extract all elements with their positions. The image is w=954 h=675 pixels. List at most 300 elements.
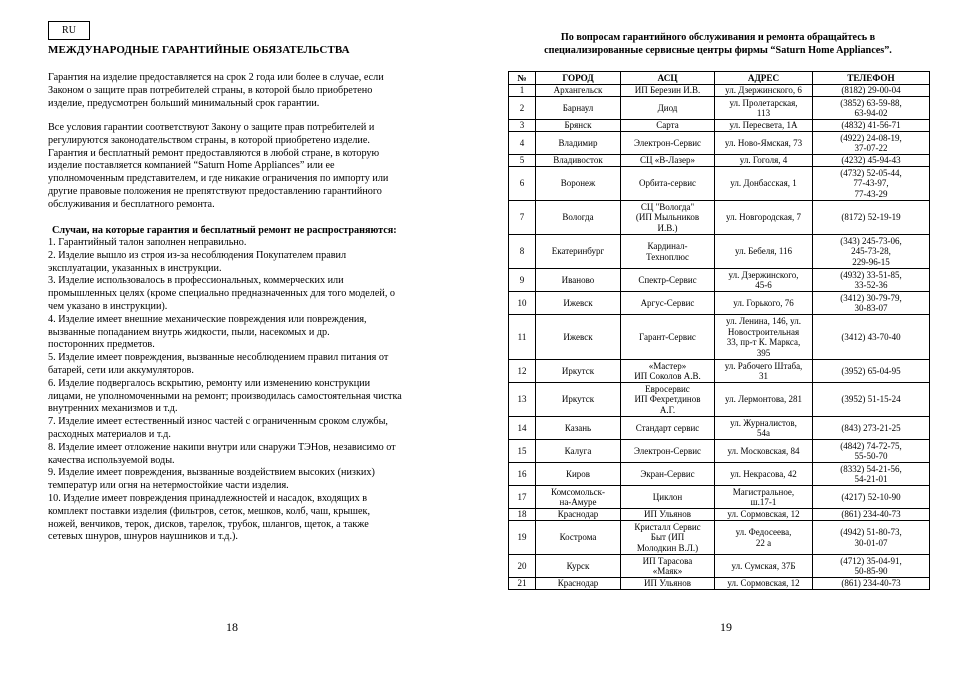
- cell-line: 30-83-07: [854, 303, 888, 313]
- address-cell: [715, 97, 813, 120]
- phone-cell: [813, 417, 930, 440]
- table-row: [509, 417, 930, 440]
- phone-cell: [813, 201, 930, 235]
- phone-cell: [813, 440, 930, 463]
- cell-line: 13: [517, 394, 527, 405]
- phone-cell: [813, 132, 930, 155]
- exclusion-item: [48, 416, 440, 442]
- page-number-right: 19: [720, 620, 732, 634]
- row-number-cell: [509, 120, 536, 132]
- cell-line: 14: [517, 422, 527, 433]
- phone-cell: [813, 120, 930, 132]
- phone-cell: [813, 167, 930, 201]
- header-line-2: специализированные сервисные центры фирмы “Saturn Home Appliances”.: [544, 45, 892, 56]
- cell-line: 395: [756, 347, 771, 358]
- cell-line: ИП Ульянов: [644, 578, 691, 589]
- cell-line: ул. Пересвета, 1А: [729, 120, 798, 131]
- paragraph-line: уполномоченным представителем, и где никакие ограничения по импорту или: [48, 173, 389, 185]
- cell-line: Аргус-Сервис: [640, 297, 695, 308]
- cell-line: ул. Московская, 84: [727, 445, 800, 456]
- phone-cell: [813, 521, 930, 555]
- table-row: [509, 578, 930, 590]
- table-row: [509, 235, 930, 269]
- exclusion-item-line: 10. Изделие имеет повреждения принадлежностей и насадок, входящих в: [48, 493, 368, 504]
- row-number-cell: [509, 360, 536, 383]
- cell-line: (861) 234-40-73: [841, 509, 901, 520]
- cell-line: Комсомольск-: [551, 486, 605, 497]
- exclusion-item-line: температур или огня на нетермостойкие части изделия.: [48, 480, 289, 492]
- cell-line: Техноплюс: [646, 251, 689, 262]
- exclusion-item: [48, 493, 440, 544]
- cell-line: Сарта: [656, 120, 679, 131]
- exclusion-item-line: качества используемой воды.: [48, 454, 175, 466]
- cell-line: (3952) 65-04-95: [841, 365, 901, 376]
- page-number-left: 18: [226, 620, 238, 634]
- paragraph-gap: [48, 111, 440, 122]
- phone-cell: [813, 555, 930, 578]
- phone-cell: [813, 85, 930, 97]
- table-row: [509, 97, 930, 120]
- cell-line: Вологда: [562, 212, 594, 223]
- address-cell: [715, 155, 813, 167]
- exclusion-item-line: сетевых шнуров, шнуров наушников и т.д.).: [48, 531, 238, 543]
- cell-line: 50-85-90: [854, 566, 888, 576]
- exclusion-item-line: 7. Изделие имеет естественный износ частей с ограниченным сроком службы,: [48, 416, 388, 428]
- address-cell: [715, 578, 813, 590]
- cell-line: СЦ «В-Лазер»: [640, 155, 695, 166]
- cell-line: (4942) 51-80-73,: [840, 527, 902, 537]
- paragraph-line: обслуживания и бесплатного ремонта.: [48, 199, 215, 211]
- cell-line: 6: [519, 178, 525, 189]
- cell-line: Иркутск: [561, 365, 595, 376]
- cell-line: Евросервис: [645, 383, 690, 394]
- exclusion-item-line: 6. Изделие подвергалось вскрытию, ремонту или изменению конструкции: [48, 377, 371, 389]
- exclusion-item-line: комплект поставки изделия (фильтров, сеток, мешков, колб, чаш, крышек,: [48, 505, 370, 517]
- paragraph-line: Гарантия и бесплатный ремонт предоставляются в любой стране, в которую: [48, 147, 380, 159]
- cell-line: 7: [519, 212, 525, 223]
- paragraph-line: изделие поставляется компанией “Saturn Home Appliances” или ее: [48, 160, 335, 172]
- exclusion-item-line: чем указано в инструкции).: [48, 301, 168, 313]
- cell-line: Барнаул: [562, 102, 594, 113]
- cell-line: ул. Пролетарская,: [729, 97, 798, 108]
- cell-line: ул. Донбасская, 1: [730, 178, 797, 189]
- exclusion-item-line: эксплуатации, указанных в инструкции.: [48, 262, 222, 274]
- address-cell: [715, 120, 813, 132]
- row-number-cell: [509, 509, 536, 521]
- cell-line: 37-07-22: [854, 143, 888, 153]
- cell-line: ул. Бебеля, 116: [734, 246, 792, 257]
- cell-line: Молодкин В.Л.): [636, 542, 699, 553]
- column-header-number: №: [509, 72, 536, 85]
- cell-line: ул. Ленина, 146, ул.: [726, 316, 801, 326]
- cell-line: ул. Дзержинского, 6: [725, 85, 802, 96]
- phone-cell: [813, 509, 930, 521]
- cell-line: Электрон-Сервис: [633, 137, 702, 148]
- table-row: [509, 521, 930, 555]
- asc-cell: [621, 463, 715, 486]
- cell-line: 31: [759, 371, 768, 381]
- cell-line: (4932) 33-51-85,: [840, 269, 902, 280]
- cell-line: 113: [756, 108, 771, 118]
- paragraph-line: Гарантия на изделие предоставляется на срок 2 года или более в случае, если: [48, 72, 384, 83]
- asc-cell: [621, 509, 715, 521]
- cell-line: ИП Березин И.В.: [634, 85, 701, 96]
- asc-cell: [621, 383, 715, 417]
- cell-line: (4922) 24-08-19,: [840, 132, 902, 143]
- city-cell: [536, 521, 621, 555]
- table-row: [509, 132, 930, 155]
- cell-line: А.Г.: [659, 404, 676, 415]
- asc-cell: [621, 97, 715, 120]
- cell-line: (4732) 52-05-44,: [840, 167, 902, 178]
- cell-line: 55-50-70: [854, 451, 888, 461]
- exclusion-item-line: 3. Изделие использовалось в профессиональных, коммерческих или: [48, 275, 344, 287]
- cell-line: ул. Федосеева,: [735, 527, 792, 537]
- left-page: [48, 44, 440, 544]
- cell-line: «Маяк»: [652, 566, 683, 576]
- city-cell: [536, 417, 621, 440]
- asc-cell: [621, 155, 715, 167]
- phone-cell: [813, 486, 930, 509]
- cell-line: 15: [517, 445, 527, 456]
- cell-line: Краснодар: [557, 509, 599, 520]
- column-header-address: АДРЕС: [715, 72, 813, 85]
- phone-cell: [813, 269, 930, 292]
- exclusion-item-line: 8. Изделие имеет отложение накипи внутри или снаружи ТЭНов, независимо от: [48, 441, 396, 453]
- address-cell: [715, 555, 813, 578]
- cell-line: (3852) 63-59-88,: [840, 97, 902, 108]
- column-header-phone: ТЕЛЕФОН: [813, 72, 930, 85]
- row-number-cell: [509, 578, 536, 590]
- city-cell: [536, 120, 621, 132]
- cell-line: 22 а: [755, 537, 772, 548]
- asc-cell: [621, 360, 715, 383]
- phone-cell: [813, 463, 930, 486]
- city-cell: [536, 440, 621, 463]
- address-cell: [715, 132, 813, 155]
- phone-cell: [813, 97, 930, 120]
- table-row: [509, 292, 930, 315]
- exclusion-item-line: лицами, не уполномоченными на ремонт; производилась самостоятельная чистка: [48, 390, 402, 402]
- cell-line: 33, пр-т К. Маркса,: [726, 337, 801, 347]
- asc-cell: [621, 201, 715, 235]
- row-number-cell: [509, 383, 536, 417]
- city-cell: [536, 463, 621, 486]
- cell-line: Экран-Сервис: [640, 468, 695, 479]
- phone-cell: [813, 235, 930, 269]
- row-number-cell: [509, 85, 536, 97]
- cell-line: Воронеж: [560, 178, 596, 189]
- paragraph-line: другие правовые положения не препятствуют предоставлению гарантийного: [48, 186, 382, 198]
- cell-line: ИП Ульянов: [644, 509, 691, 520]
- address-cell: [715, 269, 813, 292]
- address-cell: [715, 486, 813, 509]
- exclusion-item-line: 4. Изделие имеет внешние механические повреждения или повреждения,: [48, 313, 367, 325]
- cell-line: Иваново: [561, 274, 595, 285]
- asc-cell: [621, 417, 715, 440]
- paragraph-line: изделие, предусмотрен больший минимальный срок гарантии.: [48, 97, 320, 109]
- cell-line: (4232) 45-94-43: [841, 155, 901, 166]
- row-number-cell: [509, 132, 536, 155]
- column-header-asc: АСЦ: [621, 72, 715, 85]
- asc-cell: [621, 315, 715, 360]
- cell-line: 1: [519, 85, 525, 96]
- cell-line: 12: [517, 365, 527, 376]
- row-number-cell: [509, 167, 536, 201]
- exclusions-subtitle: Случаи, на которые гарантия и бесплатный ремонт не распространяются:: [52, 225, 397, 237]
- cell-line: ш.17-1: [750, 497, 777, 507]
- table-row: [509, 201, 930, 235]
- cell-line: 3: [519, 120, 525, 131]
- cell-line: Краснодар: [557, 578, 599, 589]
- exclusion-item: [48, 467, 440, 493]
- cell-line: ул. Сумская, 37Б: [731, 560, 796, 571]
- table-row: [509, 383, 930, 417]
- cell-line: (4842) 74-72-75,: [840, 440, 902, 451]
- cell-line: 16: [517, 468, 527, 479]
- cell-line: 229-96-15: [852, 256, 890, 267]
- address-cell: [715, 85, 813, 97]
- address-cell: [715, 360, 813, 383]
- table-row: [509, 555, 930, 578]
- cell-line: ул. Горького, 76: [733, 297, 794, 308]
- cell-line: 10: [517, 297, 527, 308]
- cell-line: (343) 245-73-06,: [840, 235, 902, 246]
- cell-line: (843) 273-21-25: [841, 422, 901, 433]
- row-number-cell: [509, 315, 536, 360]
- row-number-cell: [509, 463, 536, 486]
- cell-line: (ИП Мыльников: [635, 212, 700, 223]
- exclusion-item-line: вызванные попаданием внутрь жидкости, пыли, насекомых и др.: [48, 326, 330, 338]
- exclusion-item-line: ножей, венчиков, терок, дисков, тарелок, трубок, шлангов, щеток, а также: [48, 518, 369, 530]
- cell-line: (861) 234-40-73: [841, 578, 901, 589]
- cell-line: (8182) 29-00-04: [841, 85, 901, 96]
- city-cell: [536, 201, 621, 235]
- phone-cell: [813, 578, 930, 590]
- phone-cell: [813, 383, 930, 417]
- cell-line: Кострома: [559, 532, 597, 543]
- exclusion-item-line: 9. Изделие имеет повреждения, вызванные воздействием высоких (низких): [48, 467, 375, 479]
- asc-cell: [621, 521, 715, 555]
- city-cell: [536, 578, 621, 590]
- phone-cell: [813, 292, 930, 315]
- cell-line: ул. Дзержинского,: [728, 269, 799, 280]
- phone-cell: [813, 315, 930, 360]
- asc-cell: [621, 440, 715, 463]
- cell-line: ул. Некрасова, 42: [730, 468, 797, 479]
- asc-cell: [621, 235, 715, 269]
- service-centers-table: [508, 71, 930, 590]
- address-cell: [715, 383, 813, 417]
- cell-line: 54-21-01: [854, 474, 888, 484]
- row-number-cell: [509, 201, 536, 235]
- cell-line: 5: [519, 155, 525, 166]
- page-title: МЕЖДУНАРОДНЫЕ ГАРАНТИЙНЫЕ ОБЯЗАТЕЛЬСТВА: [48, 44, 350, 56]
- cell-line: 245-73-28,: [851, 246, 891, 257]
- cell-line: (8172) 52-19-19: [841, 212, 901, 223]
- table-row: [509, 167, 930, 201]
- cell-line: Иркутск: [561, 394, 595, 405]
- cell-line: 30-01-07: [854, 537, 888, 548]
- table-row: [509, 486, 930, 509]
- service-centers-header: [508, 31, 928, 57]
- exclusion-item: [48, 378, 440, 416]
- city-cell: [536, 235, 621, 269]
- cell-line: 19: [517, 532, 527, 543]
- cell-line: (3952) 51-15-24: [841, 394, 901, 405]
- cell-line: Диод: [657, 102, 678, 113]
- cell-line: ИП Тарасова: [642, 555, 693, 566]
- warranty-term-paragraph: [48, 72, 440, 111]
- cell-line: 21: [517, 578, 527, 589]
- table-row: [509, 155, 930, 167]
- cell-line: 77-43-97,: [853, 178, 889, 189]
- city-cell: [536, 85, 621, 97]
- cell-line: Архангельск: [553, 85, 603, 96]
- table-header-row: [509, 72, 930, 85]
- warranty-conditions-paragraph: [48, 122, 440, 212]
- cell-line: 9: [519, 274, 525, 285]
- city-cell: [536, 97, 621, 120]
- exclusion-item-line: промышленных целях (кроме специально предназначенных для того моделей, о: [48, 288, 396, 300]
- cell-line: Новостроительная: [727, 326, 800, 337]
- row-number-cell: [509, 235, 536, 269]
- cell-line: ул. Сормовская, 12: [727, 578, 800, 589]
- cell-line: Курск: [566, 560, 590, 571]
- city-cell: [536, 486, 621, 509]
- table-row: [509, 360, 930, 383]
- cell-line: Ижевск: [563, 331, 593, 342]
- address-cell: [715, 463, 813, 486]
- phone-cell: [813, 155, 930, 167]
- cell-line: Гарант-Сервис: [639, 331, 696, 342]
- cell-line: 20: [517, 560, 527, 571]
- cell-line: Стандарт сервис: [635, 422, 700, 433]
- cell-line: Казань: [564, 422, 592, 433]
- cell-line: Кардинал-: [647, 241, 688, 251]
- cell-line: 54а: [757, 428, 770, 438]
- city-cell: [536, 383, 621, 417]
- cell-line: Быт (ИП: [650, 532, 685, 543]
- header-line-1: По вопросам гарантийного обслуживания и ремонта обращайтесь в: [560, 32, 876, 43]
- cell-line: (3412) 43-70-40: [841, 331, 901, 342]
- cell-line: Ижевск: [563, 297, 593, 308]
- exclusion-item: [48, 352, 440, 378]
- address-cell: [715, 440, 813, 463]
- cell-line: (3412) 30-79-79,: [840, 292, 902, 303]
- exclusion-item: [48, 237, 440, 250]
- city-cell: [536, 315, 621, 360]
- city-cell: [536, 167, 621, 201]
- cell-line: Орбита-сервис: [638, 178, 697, 189]
- address-cell: [715, 417, 813, 440]
- asc-cell: [621, 132, 715, 155]
- cell-line: 2: [519, 102, 525, 113]
- table-row: [509, 315, 930, 360]
- row-number-cell: [509, 155, 536, 167]
- table-row: [509, 440, 930, 463]
- row-number-cell: [509, 440, 536, 463]
- table-row: [509, 463, 930, 486]
- cell-line: (4217) 52-10-90: [841, 491, 901, 502]
- exclusion-item: [48, 275, 440, 313]
- exclusion-item-line: 2. Изделие вышло из строя из-за несоблюдения Покупателем правил: [48, 249, 347, 261]
- row-number-cell: [509, 269, 536, 292]
- cell-line: ул. Гоголя, 4: [739, 155, 788, 166]
- table-row: [509, 120, 930, 132]
- cell-line: ИП Соколов А.В.: [634, 371, 701, 381]
- table-body: [509, 85, 930, 590]
- phone-cell: [813, 360, 930, 383]
- address-cell: [715, 167, 813, 201]
- table-row: [509, 85, 930, 97]
- city-cell: [536, 269, 621, 292]
- row-number-cell: [509, 417, 536, 440]
- asc-cell: [621, 269, 715, 292]
- cell-line: Владивосток: [553, 155, 603, 166]
- row-number-cell: [509, 555, 536, 578]
- cell-line: ул. Журналистов,: [730, 417, 797, 428]
- asc-cell: [621, 555, 715, 578]
- paragraph-line: Все условия гарантии соответствуют Закону о защите прав потребителей и: [48, 121, 375, 133]
- address-cell: [715, 521, 813, 555]
- exclusion-item: [48, 442, 440, 468]
- cell-line: на-Амуре: [559, 497, 597, 507]
- row-number-cell: [509, 521, 536, 555]
- cell-line: ул. Новгородская, 7: [726, 212, 801, 223]
- cell-line: Владимир: [558, 137, 598, 148]
- cell-line: 17: [517, 491, 527, 502]
- exclusion-item: [48, 314, 440, 352]
- cell-line: 4: [519, 137, 525, 148]
- cell-line: Спектр-Сервис: [638, 274, 697, 285]
- exclusion-item-line: батарей, сети или аккумуляторов.: [48, 365, 194, 377]
- city-cell: [536, 292, 621, 315]
- paragraph-line: Законом о защите прав потребителей страны, в которой было приобретено: [48, 84, 373, 96]
- row-number-cell: [509, 486, 536, 509]
- cell-line: 18: [517, 509, 527, 520]
- city-cell: [536, 155, 621, 167]
- row-number-cell: [509, 292, 536, 315]
- cell-line: Киров: [565, 468, 591, 479]
- cell-line: (4712) 35-04-91,: [840, 555, 902, 566]
- cell-line: ИП Фехретдинов: [634, 394, 701, 405]
- city-cell: [536, 132, 621, 155]
- cell-line: И.В.): [657, 222, 678, 233]
- cell-line: ул. Рабочего Штаба,: [724, 360, 803, 371]
- column-header-city: ГОРОД: [536, 72, 621, 85]
- city-cell: [536, 360, 621, 383]
- cell-line: ул. Ново-Ямская, 73: [724, 137, 803, 148]
- cell-line: 63-94-02: [854, 108, 888, 118]
- table-row: [509, 509, 930, 521]
- asc-cell: [621, 120, 715, 132]
- cell-line: Калуга: [564, 445, 592, 456]
- asc-cell: [621, 167, 715, 201]
- exclusion-item-line: внутренних механизмов и т.д.: [48, 403, 178, 415]
- exclusion-item: [48, 250, 440, 276]
- cell-line: (8332) 54-21-56,: [840, 463, 902, 474]
- cell-line: Циклон: [652, 491, 683, 502]
- cell-line: ул. Сормовская, 12: [727, 509, 800, 520]
- cell-line: 33-52-36: [854, 280, 888, 290]
- table-row: [509, 269, 930, 292]
- exclusion-item-line: посторонних предметов.: [48, 339, 155, 351]
- asc-cell: [621, 85, 715, 97]
- cell-line: (4832) 41-56-71: [841, 120, 901, 131]
- asc-cell: [621, 292, 715, 315]
- address-cell: [715, 235, 813, 269]
